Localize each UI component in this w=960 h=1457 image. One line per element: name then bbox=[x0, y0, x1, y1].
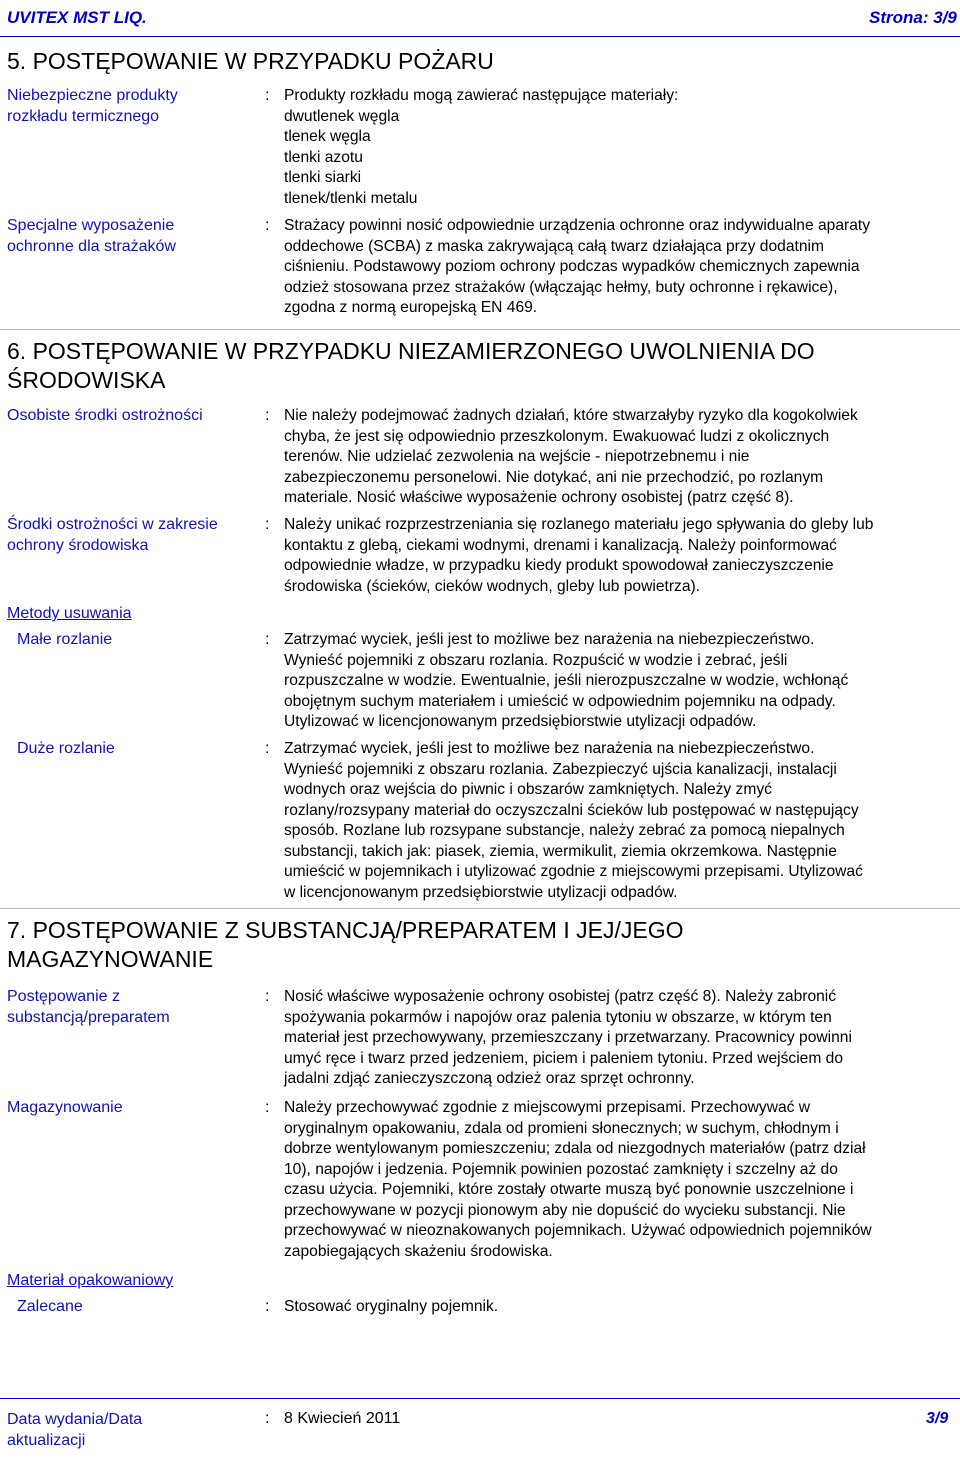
text-line: Wynieść pojemniki z obszaru rozlania. Rozpuścić w wodzie i zebrać, jeśli bbox=[284, 651, 788, 669]
label-line: Data wydania/Data bbox=[7, 1411, 143, 1428]
text-line: czasu użycia. Pojemniki, które zostały otwarte muszą być ponownie uszczelnione i bbox=[284, 1181, 854, 1198]
text-line: spożywania pokarmów i napojów oraz palenia tytoniu w obszarze, w którym ten bbox=[284, 1008, 832, 1026]
title-line: MAGAZYNOWANIE bbox=[7, 946, 214, 972]
text-line: obojętnym suchym materiałem i umieścić w odpowiednim pojemniku na odpady. bbox=[284, 692, 836, 710]
section-divider bbox=[0, 908, 960, 909]
colon: : bbox=[265, 516, 270, 533]
text-line: chyba, że jest się odpowiednio przeszkolonym. Ewakuować ludzi z okolicznych bbox=[284, 427, 830, 445]
text-line: oryginalnym opakowaniu, zdala od promieni słonecznych; w suchym, chłodnym i bbox=[284, 1119, 839, 1137]
text-line: materiał jest przechowywany, przemieszczany i przetwarzany. Pracownicy powinni bbox=[284, 1029, 852, 1046]
text-line: substancji, takich jak: piasek, ziemia, wermikulit, ziemia okrzemkowa. Następnie bbox=[284, 842, 837, 860]
text-line: umyć ręce i twarz przed jedzeniem, piciem i paleniem tytoniu. Przed wejściem do bbox=[284, 1049, 843, 1067]
value-storage bbox=[284, 1098, 960, 1262]
title-line: ŚRODOWISKA bbox=[7, 367, 166, 393]
label-handling bbox=[7, 987, 170, 1028]
value-handling bbox=[284, 987, 960, 1090]
text-line: rozlany/rozsypany materiał do oczyszczalni ścieków lub postępować w następujący bbox=[284, 801, 859, 819]
text-line: Produkty rozkładu mogą zawierać następujące materiały: bbox=[284, 87, 679, 104]
text-line: sposób. Rozlane lub rozsypane substancje, należy zebrać za pomocą niepalnych bbox=[284, 822, 845, 839]
text-line: Nosić właściwe wyposażenie ochrony osobistej (patrz część 8). Należy zabronić bbox=[284, 988, 837, 1005]
text-line: terenów. Nie udzielać zezwolenia na wejście - niepotrzebnemu i nie bbox=[284, 448, 750, 465]
colon: : bbox=[265, 87, 270, 104]
methods-heading: Metody usuwania bbox=[7, 605, 132, 622]
value-large-spill bbox=[284, 739, 960, 903]
colon: : bbox=[265, 988, 270, 1005]
text-line: Zatrzymać wyciek, jeśli jest to możliwe bez narażenia na niebezpieczeństwo. bbox=[284, 740, 815, 757]
text-line: środowiska (ścieków, cieków wodnych, gleby lub powietrza). bbox=[284, 577, 701, 595]
footer-colon: : bbox=[265, 1410, 270, 1427]
section7-title bbox=[7, 916, 937, 974]
product-name: UVITEX MST LIQ. bbox=[7, 8, 147, 27]
text-line: Nie należy podejmować żadnych działań, które stwarzałyby ryzyko dla kogokolwiek bbox=[284, 407, 858, 424]
label-personal-precautions bbox=[7, 406, 203, 427]
value-environmental-precautions bbox=[284, 515, 960, 597]
label-line: Środki ostrożności w zakresie bbox=[7, 516, 218, 533]
text-line: odzież stosowana przez strażaków (włączając hełmy, buty ochronne i rękawice), bbox=[284, 278, 838, 296]
label-thermal-decomposition bbox=[7, 86, 178, 127]
footer-page-number: 3/9 bbox=[926, 1410, 949, 1427]
footer-issue-date: 8 Kwiecień 2011 bbox=[284, 1410, 401, 1427]
text-line: tlenek/tlenki metalu bbox=[284, 189, 418, 207]
label-line: rozkładu termicznego bbox=[7, 107, 160, 125]
colon: : bbox=[265, 631, 270, 648]
text-line: przechowywać w nieoznakowanych pojemnikach. Używać odpowiednich pojemników bbox=[284, 1222, 872, 1239]
text-line: 10), napojów i jedzenia. Pojemnik powinien pozostać zamknięty i szczelny aż do bbox=[284, 1160, 838, 1178]
text-line: Należy unikać rozprzestrzeniania się rozlanego materiału jego spływania do gleby lub bbox=[284, 516, 874, 533]
header-divider bbox=[0, 36, 960, 37]
text-line: w licencjonowanym przedsiębiorstwie utylizacji odpadów. bbox=[284, 883, 678, 901]
text-line: odpowiednie władze, w przypadku kiedy produkt spowodował zanieczyszczenie bbox=[284, 557, 834, 574]
value-firefighter-equipment bbox=[284, 216, 960, 319]
text-line: zgodna z normą europejską EN 469. bbox=[284, 299, 538, 316]
title-line: 7. POSTĘPOWANIE Z SUBSTANCJĄ/PREPARATEM I JEJ/JEGO bbox=[7, 917, 684, 943]
label-large-spill: Duże rozlanie bbox=[17, 740, 115, 757]
label-firefighter-equipment bbox=[7, 216, 176, 257]
text-line: Należy przechowywać zgodnie z miejscowymi przepisami. Przechowywać w bbox=[284, 1099, 811, 1116]
label-line: Magazynowanie bbox=[7, 1099, 123, 1116]
title-line: 6. POSTĘPOWANIE W PRZYPADKU NIEZAMIERZONEGO UWOLNIENIA DO bbox=[7, 338, 815, 364]
label-line: substancją/preparatem bbox=[7, 1008, 170, 1026]
text-line: zapobiegających skażeniu środowiska. bbox=[284, 1242, 553, 1260]
text-line: dwutlenek węgla bbox=[284, 107, 400, 125]
text-line: tlenki azotu bbox=[284, 148, 363, 166]
text-line: materiale. Nosić właściwe wyposażenie ochrony osobistej (patrz część 8). bbox=[284, 489, 794, 506]
text-line: Strażacy powinni nosić odpowiednie urządzenia ochronne oraz indywidualne aparaty bbox=[284, 217, 870, 234]
colon: : bbox=[265, 217, 270, 234]
text-line: Zatrzymać wyciek, jeśli jest to możliwe bez narażenia na niebezpieczeństwo. bbox=[284, 631, 815, 648]
label-small-spill: Małe rozlanie bbox=[17, 631, 113, 648]
text-line: przechowywane w pozycji pionowym aby nie dopuścić do wycieku substancji. Nie bbox=[284, 1201, 846, 1219]
section-divider bbox=[0, 329, 960, 330]
colon: : bbox=[265, 1099, 270, 1116]
label-line: ochronne dla strażaków bbox=[7, 237, 176, 255]
value-personal-precautions bbox=[284, 406, 960, 509]
footer-divider bbox=[0, 1398, 960, 1399]
label-line: Specjalne wyposażenie bbox=[7, 217, 175, 234]
text-line: Utylizować w licencjonowanym przedsiębiorstwie utylizacji odpadów. bbox=[284, 713, 757, 730]
label-storage bbox=[7, 1098, 123, 1119]
text-line: tlenki siarki bbox=[284, 169, 362, 186]
text-line: kontaktu z glebą, ciekami wodnymi, drenami i kanalizacją. Należy poinformować bbox=[284, 536, 837, 554]
text-line: Wynieść pojemniki z obszaru rozlania. Zabezpieczyć ujścia kanalizacji, instalacji bbox=[284, 760, 837, 778]
section6-title bbox=[7, 337, 937, 395]
text-line: oddechowe (SCBA) z maska zakrywającą całą twarz działająca przy dodatnim bbox=[284, 237, 824, 255]
colon: : bbox=[265, 407, 270, 424]
text-line: wodnych oraz wejścia do piwnic i obszarów zamkniętych. Należy zmyć bbox=[284, 781, 772, 798]
label-line: aktualizacji bbox=[7, 1432, 86, 1449]
label-line: Niebezpieczne produkty bbox=[7, 87, 178, 104]
label-recommended: Zalecane bbox=[17, 1298, 83, 1315]
page-indicator: Strona: 3/9 bbox=[869, 8, 957, 27]
text-line: tlenek węgla bbox=[284, 128, 371, 145]
text-line: ciśnieniu. Podstawowy poziom ochrony podczas wypadków chemicznych zapewnia bbox=[284, 258, 860, 275]
value-recommended: Stosować oryginalny pojemnik. bbox=[284, 1298, 499, 1315]
label-line: ochrony środowiska bbox=[7, 536, 149, 554]
colon: : bbox=[265, 740, 270, 757]
label-line: Osobiste środki ostrożności bbox=[7, 407, 203, 424]
text-line: jadalni zdjąć zanieczyszczoną odzież oraz sprzęt ochronny. bbox=[284, 1070, 695, 1087]
text-line: umieścić w pojemnikach i utylizować zgodnie z miejscowymi przepisami. Utylizować bbox=[284, 863, 863, 880]
value-thermal-decomposition bbox=[284, 86, 960, 209]
section5-title: 5. POSTĘPOWANIE W PRZYPADKU POŻARU bbox=[7, 48, 494, 74]
label-line: Postępowanie z bbox=[7, 988, 120, 1005]
footer-issue-date-label bbox=[7, 1409, 142, 1451]
colon: : bbox=[265, 1298, 270, 1315]
text-line: rozpuszczalne w wodzie. Ewentualnie, jeśli nierozpuszczalne w wodzie, wchłonąć bbox=[284, 672, 849, 689]
label-environmental-precautions bbox=[7, 515, 218, 556]
value-small-spill bbox=[284, 630, 960, 733]
text-line: zabezpieczonemu personelowi. Nie dotykać, ani nie przechodzić, po rozlanym bbox=[284, 468, 824, 486]
packaging-heading: Materiał opakowaniowy bbox=[7, 1272, 174, 1289]
text-line: dobrze wentylowanym pomieszczeniu; zdala od niezgodnych materiałów (patrz dział bbox=[284, 1140, 866, 1157]
